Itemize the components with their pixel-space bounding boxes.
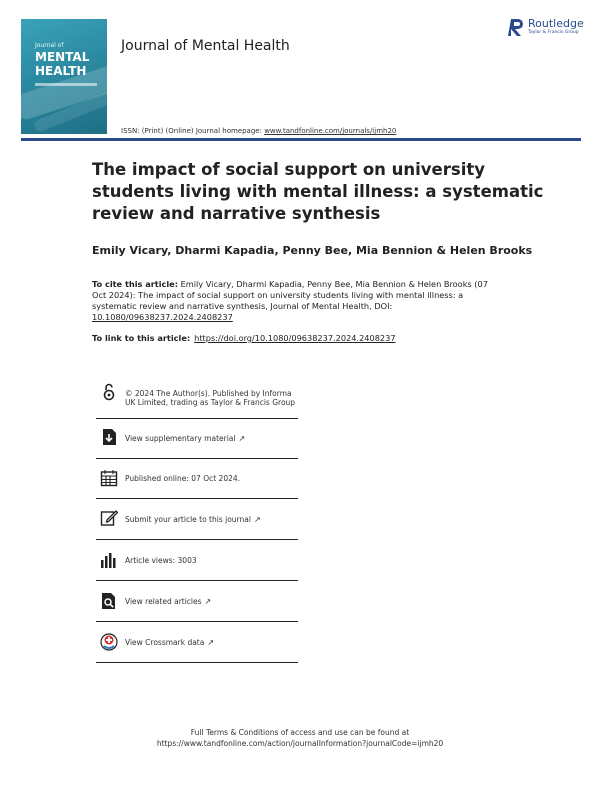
- article-link-label: To link to this article:: [92, 333, 191, 343]
- publisher-name: Routledge: [528, 17, 584, 30]
- article-title: The impact of social support on university students living with mental illness: a systematic review and narrative synthesis: [92, 160, 544, 223]
- open-access-row: [96, 378, 298, 419]
- routledge-r-icon: [508, 17, 526, 37]
- submit-pencil-icon: [100, 509, 118, 527]
- external-link-icon: ↗: [204, 596, 212, 606]
- cover-health: HEALTH: [35, 64, 87, 78]
- submit-label: Submit your article to this journal: [125, 514, 251, 524]
- issn-line: [121, 127, 396, 135]
- crossmark-row[interactable]: [96, 622, 298, 663]
- header-divider: [21, 138, 581, 141]
- journal-name: Journal of Mental Health: [121, 38, 290, 54]
- article-link-line: [92, 333, 396, 343]
- calendar-icon: [100, 469, 118, 487]
- published-date: Published online: 07 Oct 2024.: [125, 474, 241, 483]
- citation-block: [92, 279, 502, 323]
- related-label: View related articles: [125, 596, 202, 606]
- cover-tagline-bar: [35, 83, 97, 86]
- article-authors: Emily Vicary, Dharmi Kapadia, Penny Bee, Mia Bennion & Helen Brooks: [92, 244, 533, 257]
- published-row: [96, 459, 298, 499]
- external-link-icon: ↗: [207, 637, 215, 647]
- supplementary-label: View supplementary material: [125, 434, 236, 443]
- supplementary-file-icon: [100, 428, 118, 446]
- license-text: © 2024 The Author(s). Published by Informa UK Limited, trading as Taylor & Francis Group: [125, 389, 296, 407]
- citation-doi-link[interactable]: 10.1080/09638237.2024.2408237: [92, 312, 233, 322]
- footer-terms-url[interactable]: https://www.tandfonline.com/action/journalInformation?journalCode=ijmh20: [156, 739, 444, 748]
- external-link-icon: ↗: [238, 434, 246, 443]
- journal-cover-image: [21, 19, 107, 134]
- cover-mental: MENTAL: [35, 50, 90, 64]
- views-row: [96, 540, 298, 581]
- external-link-icon: ↗: [253, 514, 261, 524]
- crossmark-label: View Crossmark data: [125, 637, 205, 647]
- publisher-logo: [508, 17, 583, 39]
- supplementary-link[interactable]: [125, 434, 245, 443]
- bar-chart-icon: [100, 551, 118, 569]
- related-row[interactable]: [96, 581, 298, 622]
- article-doi-url[interactable]: https://doi.org/10.1080/09638237.2024.2408237: [194, 333, 396, 343]
- footer: [0, 727, 600, 749]
- journal-homepage-link[interactable]: www.tandfonline.com/journals/ijmh20: [264, 127, 397, 135]
- submit-row[interactable]: [96, 499, 298, 540]
- crossmark-link[interactable]: [125, 638, 214, 647]
- related-articles-link[interactable]: [125, 597, 211, 606]
- supplementary-row[interactable]: [96, 419, 298, 459]
- footer-terms-line: Full Terms & Conditions of access and use can be found at: [190, 728, 410, 737]
- crossmark-icon: [100, 633, 118, 651]
- citation-text: Emily Vicary, Dharmi Kapadia, Penny Bee, Mia Bennion & Helen Brooks (07 Oct 2024): The impact of social support on university students living with mental illness: a systematic review and narrative synthesis, Journal of Mental Health, DOI:: [92, 279, 488, 311]
- issn-prefix: ISSN: (Print) (Online) Journal homepage:: [121, 127, 262, 135]
- submit-link[interactable]: [125, 515, 261, 524]
- article-info-list: [96, 378, 298, 663]
- publisher-subtitle: Taylor & Francis Group: [528, 30, 579, 35]
- citation-label: To cite this article:: [92, 279, 178, 289]
- related-search-icon: [100, 592, 118, 610]
- open-access-icon: [100, 383, 118, 401]
- article-views: Article views: 3003: [125, 555, 197, 565]
- cover-journal-of: Journal of: [35, 42, 64, 49]
